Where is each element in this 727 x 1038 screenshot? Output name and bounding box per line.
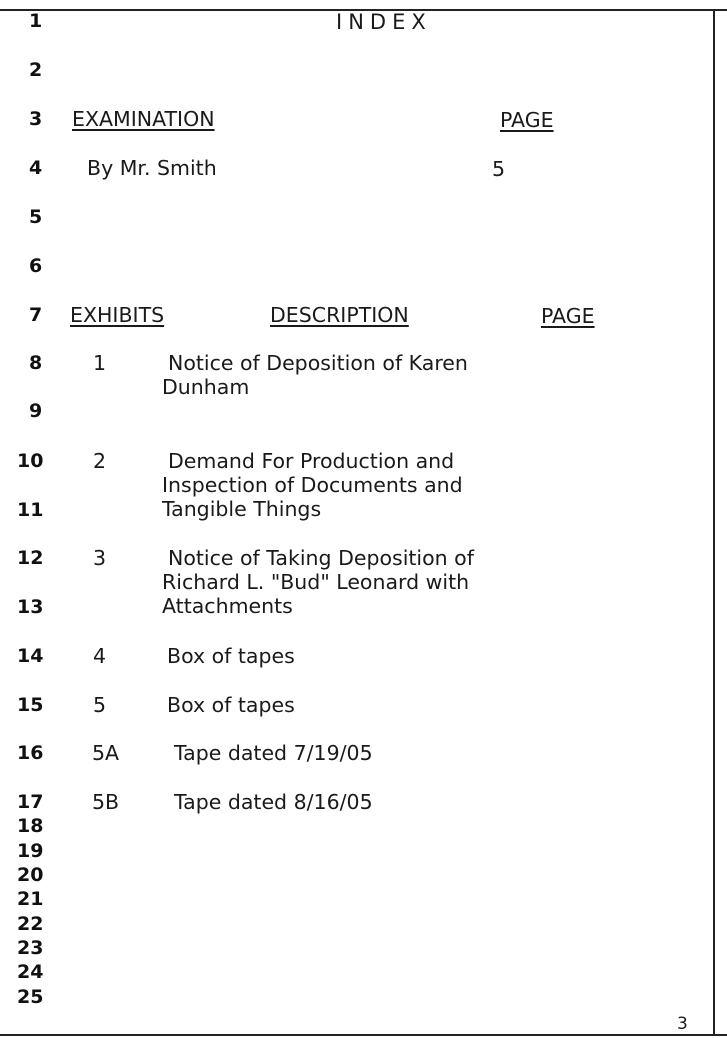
exhibit-number: 5A <box>92 741 120 765</box>
line-number: 14 <box>17 645 44 667</box>
exhibit-description-line: Inspection of Documents and <box>162 473 463 497</box>
line-number: 11 <box>17 499 44 521</box>
page-number: 3 <box>677 1014 688 1034</box>
line-number: 7 <box>29 304 43 326</box>
line-number: 17 <box>17 791 44 813</box>
description-column-header: DESCRIPTION <box>270 303 409 327</box>
line-number: 12 <box>17 547 44 569</box>
line-number: 10 <box>17 450 44 472</box>
line-number: 21 <box>17 888 44 910</box>
line-number: 6 <box>29 255 43 277</box>
exhibit-description-line: Demand For Production and <box>168 449 455 473</box>
right-border <box>713 11 715 1035</box>
line-number: 1 <box>29 10 43 32</box>
exhibit-number: 4 <box>93 644 107 668</box>
line-number: 9 <box>29 400 43 422</box>
exhibit-description-line: Tape dated 8/16/05 <box>174 790 373 814</box>
examination-page-column-header: PAGE <box>500 108 554 132</box>
exhibit-number: 5B <box>92 790 120 814</box>
line-number: 23 <box>17 937 44 959</box>
line-number: 3 <box>29 108 43 130</box>
exhibit-number: 5 <box>93 693 107 717</box>
line-number: 24 <box>17 961 44 983</box>
line-number: 16 <box>17 742 44 764</box>
examination-column-header: EXAMINATION <box>72 107 215 131</box>
exhibits-column-header: EXHIBITS <box>70 303 165 327</box>
exhibits-page-column-header: PAGE <box>541 304 595 328</box>
line-number: 19 <box>17 840 44 862</box>
line-number: 4 <box>29 157 43 179</box>
exhibit-description-line: Richard L. "Bud" Leonard with <box>162 570 470 594</box>
examiner-name: By Mr. Smith <box>87 156 217 180</box>
bottom-border <box>0 1034 727 1036</box>
line-number: 13 <box>17 596 44 618</box>
index-title: INDEX <box>336 10 432 34</box>
exhibit-number: 2 <box>93 449 107 473</box>
line-number: 18 <box>17 815 44 837</box>
line-number: 22 <box>17 913 44 935</box>
exhibit-description-line: Tape dated 7/19/05 <box>174 741 373 765</box>
exhibit-description-line: Box of tapes <box>167 644 295 668</box>
line-number: 5 <box>29 206 43 228</box>
line-number: 2 <box>29 59 43 81</box>
exhibit-description-line: Tangible Things <box>162 497 322 521</box>
line-number: 25 <box>17 986 44 1008</box>
exhibit-description-line: Attachments <box>162 594 293 618</box>
line-number: 8 <box>29 352 43 374</box>
exhibit-number: 1 <box>93 351 107 375</box>
examination-page-number: 5 <box>492 157 506 181</box>
line-number: 20 <box>17 864 44 886</box>
exhibit-description-line: Box of tapes <box>167 693 295 717</box>
line-number: 15 <box>17 694 44 716</box>
exhibit-description-line: Notice of Deposition of Karen <box>168 351 468 375</box>
exhibit-number: 3 <box>93 546 107 570</box>
exhibit-description-line: Dunham <box>162 375 250 399</box>
exhibit-description-line: Notice of Taking Deposition of <box>168 546 474 570</box>
